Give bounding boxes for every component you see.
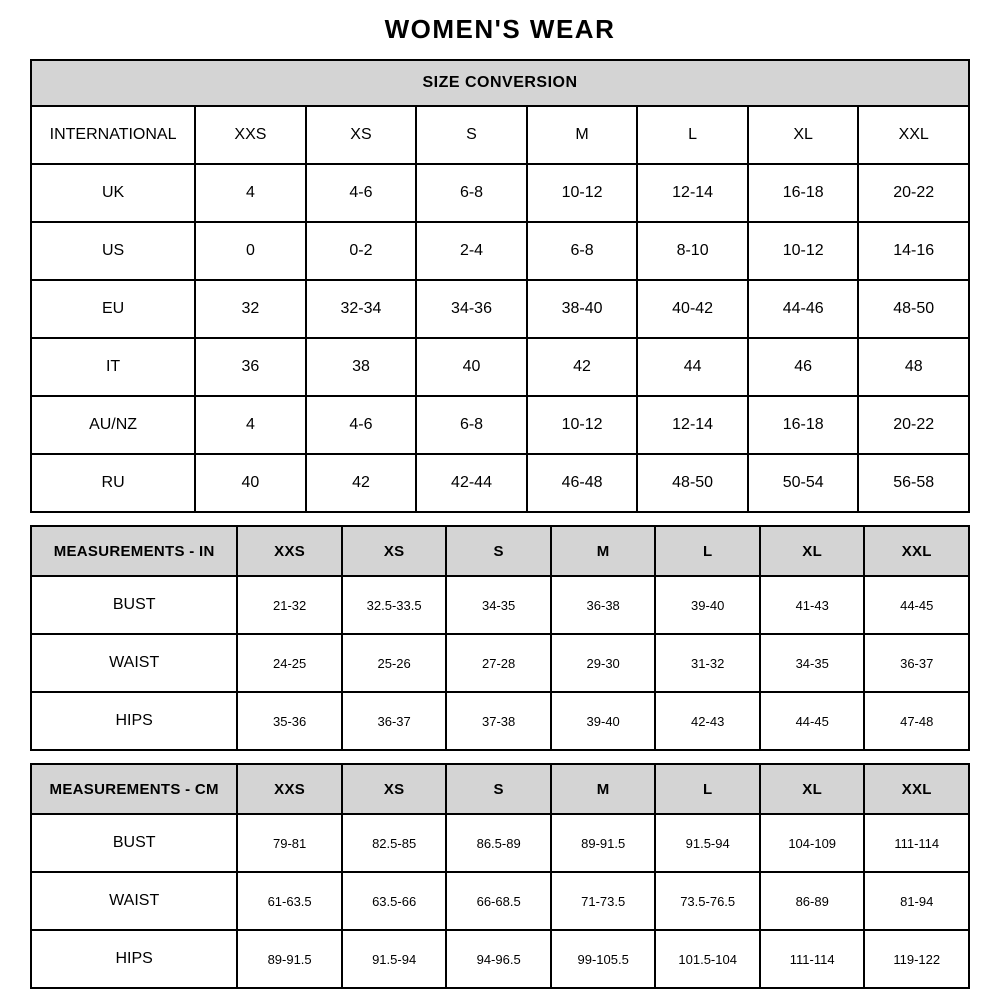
table-cell: 20-22 <box>858 396 969 454</box>
table-cell: 48-50 <box>858 280 969 338</box>
size-column-header: XL <box>760 526 865 576</box>
table-cell: 89-91.5 <box>551 814 656 872</box>
table-cell: 36 <box>195 338 306 396</box>
table-row <box>31 634 969 692</box>
table-cell: 40 <box>195 454 306 512</box>
table-cell: 39-40 <box>551 692 656 750</box>
table-cell: 4 <box>195 164 306 222</box>
size-column-header: XS <box>306 106 417 164</box>
size-column-header: XS <box>342 764 447 814</box>
table-cell: 10-12 <box>527 164 638 222</box>
table-cell: 46-48 <box>527 454 638 512</box>
table-row <box>31 872 969 930</box>
size-column-header: XL <box>760 764 865 814</box>
table-cell: 37-38 <box>446 692 551 750</box>
table-cell: 34-36 <box>416 280 527 338</box>
table-cell: 12-14 <box>637 396 748 454</box>
table-cell: 10-12 <box>527 396 638 454</box>
measurements-in-table <box>30 525 970 751</box>
table-row <box>31 280 969 338</box>
size-column-header: XS <box>342 526 447 576</box>
table-cell: 86.5-89 <box>446 814 551 872</box>
size-column-header: S <box>416 106 527 164</box>
table-cell: 24-25 <box>237 634 342 692</box>
table-cell: 34-35 <box>446 576 551 634</box>
table-cell: 44 <box>637 338 748 396</box>
table-cell: 41-43 <box>760 576 865 634</box>
size-column-header: L <box>655 526 760 576</box>
table-cell: 36-38 <box>551 576 656 634</box>
table-cell: 48 <box>858 338 969 396</box>
size-column-header: XXL <box>864 764 969 814</box>
size-column-header: XXL <box>864 526 969 576</box>
table-cell: 91.5-94 <box>342 930 447 988</box>
table-cell: 94-96.5 <box>446 930 551 988</box>
size-column-header: L <box>637 106 748 164</box>
table-header-row <box>31 106 969 164</box>
row-label: WAIST <box>31 872 237 930</box>
table-row <box>31 930 969 988</box>
table-cell: 111-114 <box>760 930 865 988</box>
table-cell: 36-37 <box>864 634 969 692</box>
row-label: WAIST <box>31 634 237 692</box>
row-label: HIPS <box>31 692 237 750</box>
table-cell: 0-2 <box>306 222 417 280</box>
row-label: AU/NZ <box>31 396 195 454</box>
table-title: SIZE CONVERSION <box>31 60 969 106</box>
table-cell: 66-68.5 <box>446 872 551 930</box>
table-title-row <box>31 60 969 106</box>
table-cell: 16-18 <box>748 396 859 454</box>
table-cell: 6-8 <box>416 396 527 454</box>
table-cell: 6-8 <box>416 164 527 222</box>
table-cell: 111-114 <box>864 814 969 872</box>
row-label-header: MEASUREMENTS - IN <box>31 526 237 576</box>
size-column-header: XXL <box>858 106 969 164</box>
table-cell: 101.5-104 <box>655 930 760 988</box>
size-column-header: S <box>446 764 551 814</box>
row-label: RU <box>31 454 195 512</box>
table-cell: 42-43 <box>655 692 760 750</box>
size-column-header: M <box>551 526 656 576</box>
size-column-header: M <box>527 106 638 164</box>
table-cell: 48-50 <box>637 454 748 512</box>
table-cell: 27-28 <box>446 634 551 692</box>
table-cell: 2-4 <box>416 222 527 280</box>
table-cell: 79-81 <box>237 814 342 872</box>
table-cell: 42 <box>306 454 417 512</box>
table-row <box>31 396 969 454</box>
table-cell: 104-109 <box>760 814 865 872</box>
table-cell: 0 <box>195 222 306 280</box>
size-column-header: XXS <box>237 526 342 576</box>
page-title: WOMEN'S WEAR <box>384 14 616 44</box>
table-cell: 71-73.5 <box>551 872 656 930</box>
table-cell: 86-89 <box>760 872 865 930</box>
table-cell: 34-35 <box>760 634 865 692</box>
table-cell: 38 <box>306 338 417 396</box>
row-label: US <box>31 222 195 280</box>
table-cell: 44-45 <box>760 692 865 750</box>
table-cell: 16-18 <box>748 164 859 222</box>
table-row <box>31 576 969 634</box>
table-cell: 25-26 <box>342 634 447 692</box>
table-row <box>31 164 969 222</box>
measurements-cm-table <box>30 763 970 989</box>
table-cell: 20-22 <box>858 164 969 222</box>
size-column-header: XXS <box>195 106 306 164</box>
table-cell: 32-34 <box>306 280 417 338</box>
table-cell: 10-12 <box>748 222 859 280</box>
table-cell: 40-42 <box>637 280 748 338</box>
table-row <box>31 454 969 512</box>
table-cell: 61-63.5 <box>237 872 342 930</box>
row-label: EU <box>31 280 195 338</box>
table-cell: 8-10 <box>637 222 748 280</box>
table-cell: 73.5-76.5 <box>655 872 760 930</box>
size-column-header: M <box>551 764 656 814</box>
table-cell: 44-46 <box>748 280 859 338</box>
table-cell: 31-32 <box>655 634 760 692</box>
table-cell: 63.5-66 <box>342 872 447 930</box>
table-row <box>31 222 969 280</box>
size-column-header: XL <box>748 106 859 164</box>
table-cell: 32.5-33.5 <box>342 576 447 634</box>
table-cell: 21-32 <box>237 576 342 634</box>
table-cell: 35-36 <box>237 692 342 750</box>
table-cell: 119-122 <box>864 930 969 988</box>
table-cell: 29-30 <box>551 634 656 692</box>
table-cell: 56-58 <box>858 454 969 512</box>
table-cell: 81-94 <box>864 872 969 930</box>
row-label: IT <box>31 338 195 396</box>
row-label: BUST <box>31 576 237 634</box>
table-cell: 40 <box>416 338 527 396</box>
table-row <box>31 338 969 396</box>
table-cell: 12-14 <box>637 164 748 222</box>
table-cell: 99-105.5 <box>551 930 656 988</box>
table-cell: 47-48 <box>864 692 969 750</box>
size-column-header: S <box>446 526 551 576</box>
table-cell: 4-6 <box>306 396 417 454</box>
table-cell: 38-40 <box>527 280 638 338</box>
row-label: UK <box>31 164 195 222</box>
row-label-header: MEASUREMENTS - CM <box>31 764 237 814</box>
table-cell: 91.5-94 <box>655 814 760 872</box>
table-cell: 42-44 <box>416 454 527 512</box>
table-row <box>31 692 969 750</box>
size-column-header: L <box>655 764 760 814</box>
table-cell: 46 <box>748 338 859 396</box>
size-conversion-table <box>30 59 970 513</box>
table-cell: 42 <box>527 338 638 396</box>
table-cell: 32 <box>195 280 306 338</box>
size-column-header: XXS <box>237 764 342 814</box>
row-label: BUST <box>31 814 237 872</box>
table-cell: 82.5-85 <box>342 814 447 872</box>
row-label: HIPS <box>31 930 237 988</box>
table-cell: 36-37 <box>342 692 447 750</box>
table-cell: 39-40 <box>655 576 760 634</box>
row-label-header: INTERNATIONAL <box>31 106 195 164</box>
table-cell: 4 <box>195 396 306 454</box>
table-row <box>31 814 969 872</box>
table-cell: 14-16 <box>858 222 969 280</box>
table-header-row <box>31 526 969 576</box>
table-cell: 4-6 <box>306 164 417 222</box>
table-header-row <box>31 764 969 814</box>
table-cell: 6-8 <box>527 222 638 280</box>
table-cell: 50-54 <box>748 454 859 512</box>
table-cell: 89-91.5 <box>237 930 342 988</box>
table-cell: 44-45 <box>864 576 969 634</box>
